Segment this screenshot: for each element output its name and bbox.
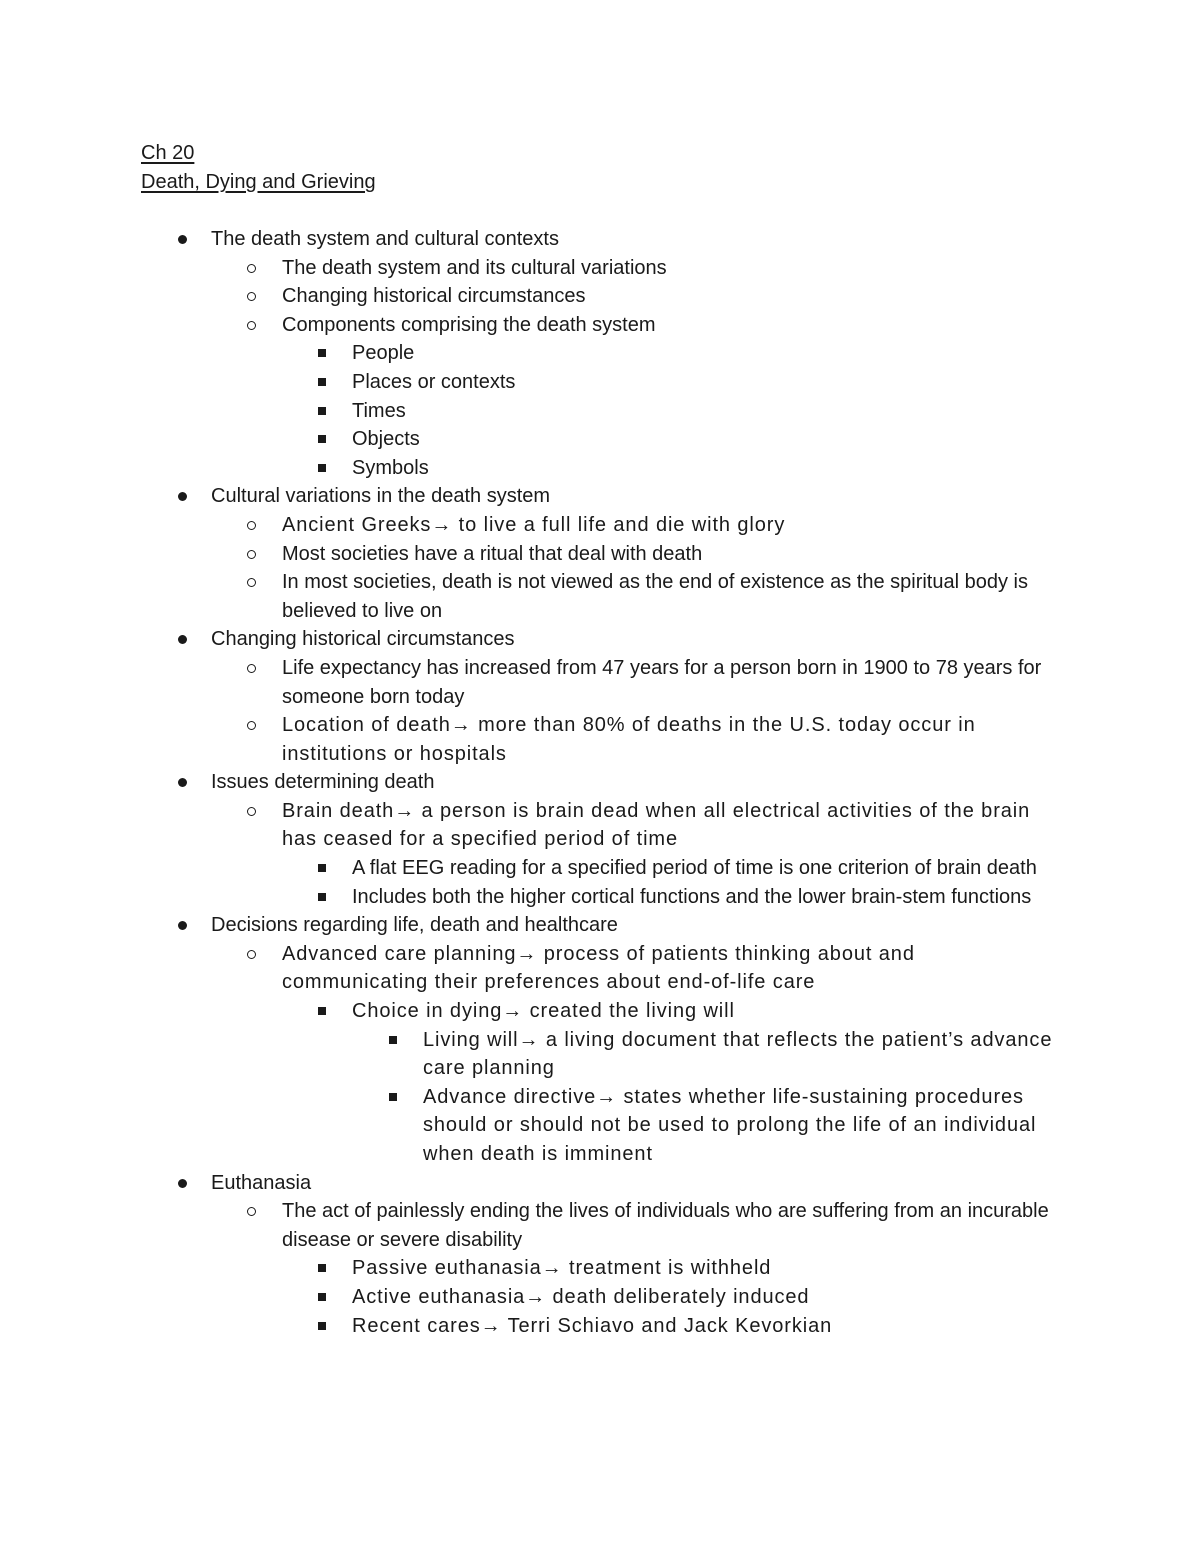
item-text: Times <box>352 399 406 422</box>
item-text: Places or contexts <box>352 370 516 393</box>
item-text: Includes both the higher cortical functions and the lower brain-stem functions <box>352 885 1032 908</box>
list-item <box>141 540 1061 569</box>
item-text: A flat EEG reading for a specified period of time is one criterion of brain death <box>352 857 1037 880</box>
item-text: Brain death→ a person is brain dead when all electrical activities of the brain has ceased for a specified period of time <box>282 799 1031 851</box>
chapter-heading: Ch 20 <box>141 142 195 164</box>
list-item <box>141 1312 1061 1341</box>
item-text: The act of painlessly ending the lives of individuals who are suffering from an incurable disease or severe disability <box>282 1200 1049 1251</box>
item-text: Objects <box>352 428 420 451</box>
item-text: Passive euthanasia→ treatment is withheld <box>352 1257 772 1280</box>
item-text: Cultural variations in the death system <box>211 485 551 508</box>
list-item <box>141 711 1061 768</box>
list-item <box>141 625 1061 654</box>
list-item <box>141 1283 1061 1312</box>
chapter-title: Death, Dying and Grieving <box>141 171 376 193</box>
list-item <box>141 568 1061 625</box>
list-item <box>141 254 1061 283</box>
item-text: Life expectancy has increased from 47 years for a person born in 1900 to 78 years for someone born today <box>282 656 1042 708</box>
item-text: Euthanasia <box>211 1171 312 1194</box>
list-item <box>141 911 1061 940</box>
list-item <box>141 1026 1061 1083</box>
list-item <box>141 454 1061 483</box>
list-item <box>141 425 1061 454</box>
item-text: The death system and cultural contexts <box>211 228 559 250</box>
item-text: Advance directive→ states whether life-sustaining procedures should or should not be used to prolong the life of an individual when death is imminent <box>423 1085 1037 1165</box>
document-page <box>141 139 1061 1340</box>
spacer <box>141 197 1061 225</box>
list-item <box>141 482 1061 511</box>
item-text: In most societies, death is not viewed as the end of existence as the spiritual body is believed to live on <box>282 571 1028 622</box>
item-text: Issues determining death <box>211 771 435 794</box>
list-item <box>141 397 1061 426</box>
item-text: Symbols <box>352 456 429 479</box>
list-item <box>141 1169 1061 1198</box>
list-item <box>141 1197 1061 1254</box>
list-item <box>141 225 1061 254</box>
item-text: Active euthanasia→ death deliberately induced <box>352 1285 810 1308</box>
item-text: Advanced care planning→ process of patients thinking about and communicating their preferences about end-of-life care <box>282 942 915 994</box>
list-item <box>141 339 1061 368</box>
list-item <box>141 1083 1061 1169</box>
item-text: Location of death→ more than 80% of deaths in the U.S. today occur in institutions or hospitals <box>282 714 976 765</box>
list-item <box>141 940 1061 997</box>
item-text: Most societies have a ritual that deal with death <box>282 542 703 565</box>
list-item <box>141 854 1061 883</box>
list-item <box>141 997 1061 1026</box>
item-text: Decisions regarding life, death and healthcare <box>211 914 618 937</box>
list-item <box>141 511 1061 540</box>
list-item <box>141 311 1061 340</box>
item-text: Changing historical circumstances <box>211 628 515 651</box>
list-item <box>141 654 1061 711</box>
item-text: The death system and its cultural variations <box>282 256 667 279</box>
item-text: Living will→ a living document that reflects the patient’s advance care planning <box>423 1028 1053 1080</box>
list-item <box>141 797 1061 854</box>
item-text: Components comprising the death system <box>282 313 656 336</box>
list-item <box>141 282 1061 311</box>
list-item <box>141 368 1061 397</box>
list-item <box>141 883 1061 912</box>
list-item <box>141 1254 1061 1283</box>
item-text: Ancient Greeks→ to live a full life and die with glory <box>282 513 786 536</box>
item-text: Choice in dying→ created the living will <box>352 1000 735 1023</box>
outline-list <box>141 225 1061 1340</box>
list-item <box>141 768 1061 797</box>
item-text: Changing historical circumstances <box>282 285 586 308</box>
item-text: Recent cares→ Terri Schiavo and Jack Kevorkian <box>352 1314 833 1337</box>
item-text: People <box>352 342 415 365</box>
